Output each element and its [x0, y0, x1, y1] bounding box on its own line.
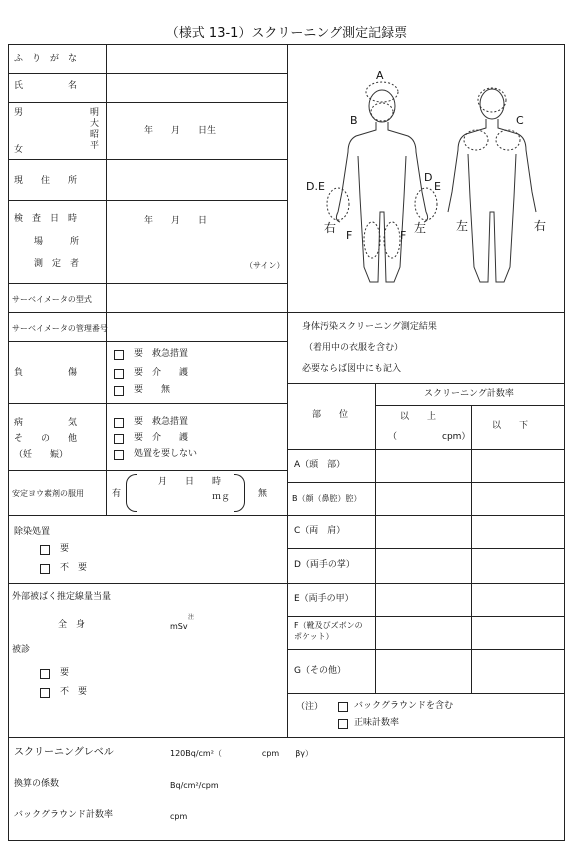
illness-option-checkbox[interactable] — [114, 450, 124, 460]
era-taisho: 大 — [90, 119, 100, 129]
divider — [8, 200, 287, 201]
illness-option-label: 要 介 護 — [134, 433, 189, 443]
figure-label-f: F — [400, 229, 407, 242]
note-option-label: 正味計数率 — [354, 718, 400, 728]
illness-label: 病 気 — [14, 418, 78, 428]
decon-option-label: 要 — [60, 544, 70, 554]
whole-body-label: 全 身 — [58, 620, 86, 630]
col-count-header: スクリーニング計数率 — [424, 389, 514, 399]
divider — [287, 693, 565, 694]
divider — [287, 649, 565, 650]
results-heading: 身体汚染スクリーニング測定結果 — [302, 322, 437, 332]
consult-option-checkbox[interactable] — [40, 669, 50, 679]
divider — [106, 341, 107, 515]
col-below-header: 以 下 — [492, 421, 529, 431]
row-label-a: A（頭 部） — [294, 460, 346, 470]
figure-label-d: D — [424, 171, 433, 184]
conversion-value[interactable]: Bq/cm²/cpm — [170, 781, 219, 790]
divider — [8, 312, 287, 313]
sign-label: （サイン） — [245, 261, 285, 270]
iodine-time[interactable]: 月 日 時 — [158, 477, 222, 487]
figure-label-b: B — [350, 114, 358, 127]
back-left-label: 左 — [456, 219, 469, 233]
dose-note: 注 — [188, 614, 195, 621]
row-label-f: F（靴及びズボンのポケット） — [294, 621, 363, 641]
divider — [287, 482, 565, 483]
divider — [8, 159, 287, 160]
injury-option-label: 要 無 — [134, 385, 171, 395]
survey-model-label: サーベイメータの型式 — [12, 295, 92, 304]
results-sub1: （着用中の衣服を含む） — [304, 343, 404, 353]
note-option-label: バックグラウンドを含む — [354, 701, 454, 711]
divider — [471, 405, 472, 693]
iodine-label: 安定ヨウ素剤の服用 — [12, 489, 84, 498]
divider — [287, 515, 565, 516]
iodine-bracket-left — [126, 474, 137, 512]
back-right-label: 右 — [534, 219, 547, 233]
divider — [287, 312, 565, 313]
injury-option-checkbox[interactable] — [114, 369, 124, 379]
figure-label-c: C — [516, 114, 524, 127]
consult-option-checkbox[interactable] — [40, 688, 50, 698]
consult-label: 被診 — [12, 645, 31, 655]
divider — [287, 383, 565, 384]
background-label: バックグラウンド計数率 — [14, 810, 114, 820]
row-label-b: B（顔（鼻腔）腔） — [292, 494, 362, 503]
illness-label: そ の 他 — [14, 434, 78, 444]
consult-option-label: 要 — [60, 668, 70, 678]
sex-male-label: 男 — [14, 108, 24, 118]
name-label: 氏 名 — [14, 81, 78, 91]
divider — [8, 515, 287, 516]
divider — [287, 616, 565, 617]
divider — [287, 44, 288, 737]
dose-unit: mSv — [170, 622, 188, 631]
divider — [8, 737, 565, 738]
note-label: （注） — [296, 702, 324, 712]
place-label: 場 所 — [34, 237, 80, 247]
figure-label-de: D.E — [306, 180, 325, 193]
furigana-label: ふ り が な — [14, 54, 78, 64]
injury-option-label: 要 救急措置 — [134, 349, 189, 359]
address-field[interactable] — [108, 161, 285, 198]
note-option-checkbox[interactable] — [338, 702, 348, 712]
iodine-yes[interactable]: 有 — [112, 489, 122, 499]
col-site-header: 部 位 — [312, 410, 349, 420]
sex-female-label: 女 — [14, 145, 24, 155]
divider — [287, 449, 565, 450]
iodine-bracket-right — [234, 474, 245, 512]
divider — [8, 283, 287, 284]
screening-level-label: スクリーニングレベル — [14, 747, 114, 758]
divider — [8, 341, 287, 342]
screening-level-value[interactable]: 120Bq/cm²（ cpm βγ） — [170, 749, 314, 758]
divider — [8, 583, 287, 584]
divider — [8, 102, 287, 103]
divider — [375, 405, 565, 406]
illness-option-label: 処置を要しない — [134, 449, 198, 459]
front-right-label: 右 — [324, 221, 337, 235]
dose-label: 外部被ばく推定線量当量 — [12, 592, 112, 602]
row-label-e: E（両手の甲） — [294, 594, 354, 604]
era-showa: 昭 — [90, 130, 100, 140]
address-label: 現 住 所 — [14, 176, 78, 186]
figure-label-a: A — [376, 69, 384, 82]
decon-option-label: 不 要 — [60, 563, 88, 573]
figure-label-f: F — [346, 229, 353, 242]
consult-option-label: 不 要 — [60, 687, 88, 697]
decon-option-checkbox[interactable] — [40, 564, 50, 574]
illness-option-checkbox[interactable] — [114, 418, 124, 428]
divider — [375, 383, 376, 693]
exam-date-value[interactable]: 年 月 日 — [144, 216, 208, 226]
injury-option-checkbox[interactable] — [114, 350, 124, 360]
row-label-g: G（その他） — [294, 666, 346, 676]
divider — [287, 548, 565, 549]
iodine-no[interactable]: 無 — [258, 489, 268, 499]
divider — [106, 44, 107, 341]
illness-option-label: 要 救急措置 — [134, 417, 189, 427]
injury-label: 負 傷 — [14, 368, 78, 378]
results-sub2: 必要ならば図中にも記入 — [302, 364, 402, 374]
survey-number-label: サーベイメータの管理番号 — [12, 324, 108, 333]
col-above-header: 以 上 — [400, 412, 437, 422]
iodine-mg[interactable]: ｍｇ — [212, 492, 231, 502]
injury-option-checkbox[interactable] — [114, 386, 124, 396]
divider — [8, 470, 287, 471]
page-title: （様式 13-1）スクリーニング測定記録票 — [165, 26, 408, 41]
background-value[interactable]: cpm — [170, 812, 188, 821]
exam-datetime-label: 検 査 日 時 — [14, 214, 78, 224]
era-heisei: 平 — [90, 141, 100, 151]
era-meiji: 明 — [90, 108, 100, 118]
row-label-c: C（両 肩） — [294, 526, 346, 536]
illness-label: （妊 娠） — [14, 450, 69, 460]
name-field[interactable] — [108, 46, 285, 100]
examiner-label: 測 定 者 — [34, 259, 80, 269]
injury-option-label: 要 介 護 — [134, 368, 189, 378]
decon-option-checkbox[interactable] — [40, 545, 50, 555]
col-above-unit: （ cpm） — [388, 432, 471, 442]
front-left-label: 左 — [414, 221, 427, 235]
figure-label-e: E — [434, 180, 441, 193]
birth-date-label[interactable]: 年 月 日生 — [144, 126, 217, 136]
note-option-checkbox[interactable] — [338, 719, 348, 729]
illness-option-checkbox[interactable] — [114, 434, 124, 444]
conversion-label: 換算の係数 — [14, 779, 60, 789]
row-label-d: D（両手の掌） — [294, 560, 355, 570]
divider — [287, 583, 565, 584]
divider — [8, 403, 287, 404]
decon-label: 除染処置 — [14, 527, 51, 537]
